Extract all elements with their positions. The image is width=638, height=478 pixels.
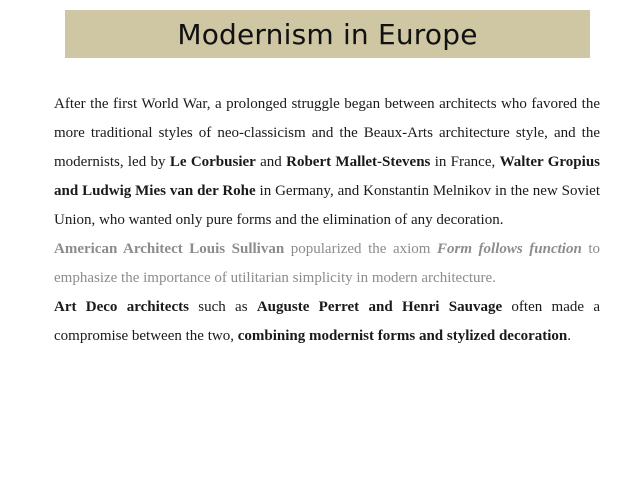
p3-bold-art-deco: Art Deco architects (54, 299, 189, 315)
p1-text-1: After the first World War, a prolonged struggle began between architects who favored the more traditional styles of neo-classicism and the Beaux-Arts architecture style, and the modernists, led by (54, 96, 600, 170)
slide-body (54, 90, 600, 351)
p3-text-2: often made a compromise between the two, (54, 299, 600, 344)
p1-text-3: in France, (430, 154, 500, 170)
p1-bold-mallet-stevens: Robert Mallet-Stevens (286, 154, 431, 170)
slide-title: Modernism in Europe (177, 17, 478, 51)
paragraph-post-war-struggle (54, 90, 600, 235)
p3-bold-perret-sauvage: Auguste Perret and Henri Sauvage (256, 299, 503, 315)
p2-text-1: popularized the axiom (284, 241, 437, 257)
paragraph-art-deco (54, 293, 600, 351)
p2-text-2: to emphasize the importance of utilitarian simplicity in modern architecture. (54, 241, 601, 286)
title-banner (65, 10, 590, 58)
p3-bold-combining: combining modernist forms and stylized decoration (237, 328, 568, 344)
p1-bold-gropius-mies: Walter Gropius and Ludwig Mies van der Rohe (54, 154, 600, 199)
p3-text-1: such as (188, 299, 257, 315)
p2-bold-sullivan: American Architect Louis Sullivan (54, 241, 285, 257)
paragraph-sullivan (54, 235, 600, 293)
p2-italic-axiom: Form follows function (437, 241, 582, 257)
p1-bold-le-corbusier: Le Corbusier (169, 154, 256, 170)
p1-text-4: in Germany, and Konstantin Melnikov in the new Soviet Union, who wanted only pure forms and the elimination of any decoration. (54, 183, 600, 228)
p3-text-3: . (567, 328, 572, 344)
p1-text-2: and (255, 154, 287, 170)
